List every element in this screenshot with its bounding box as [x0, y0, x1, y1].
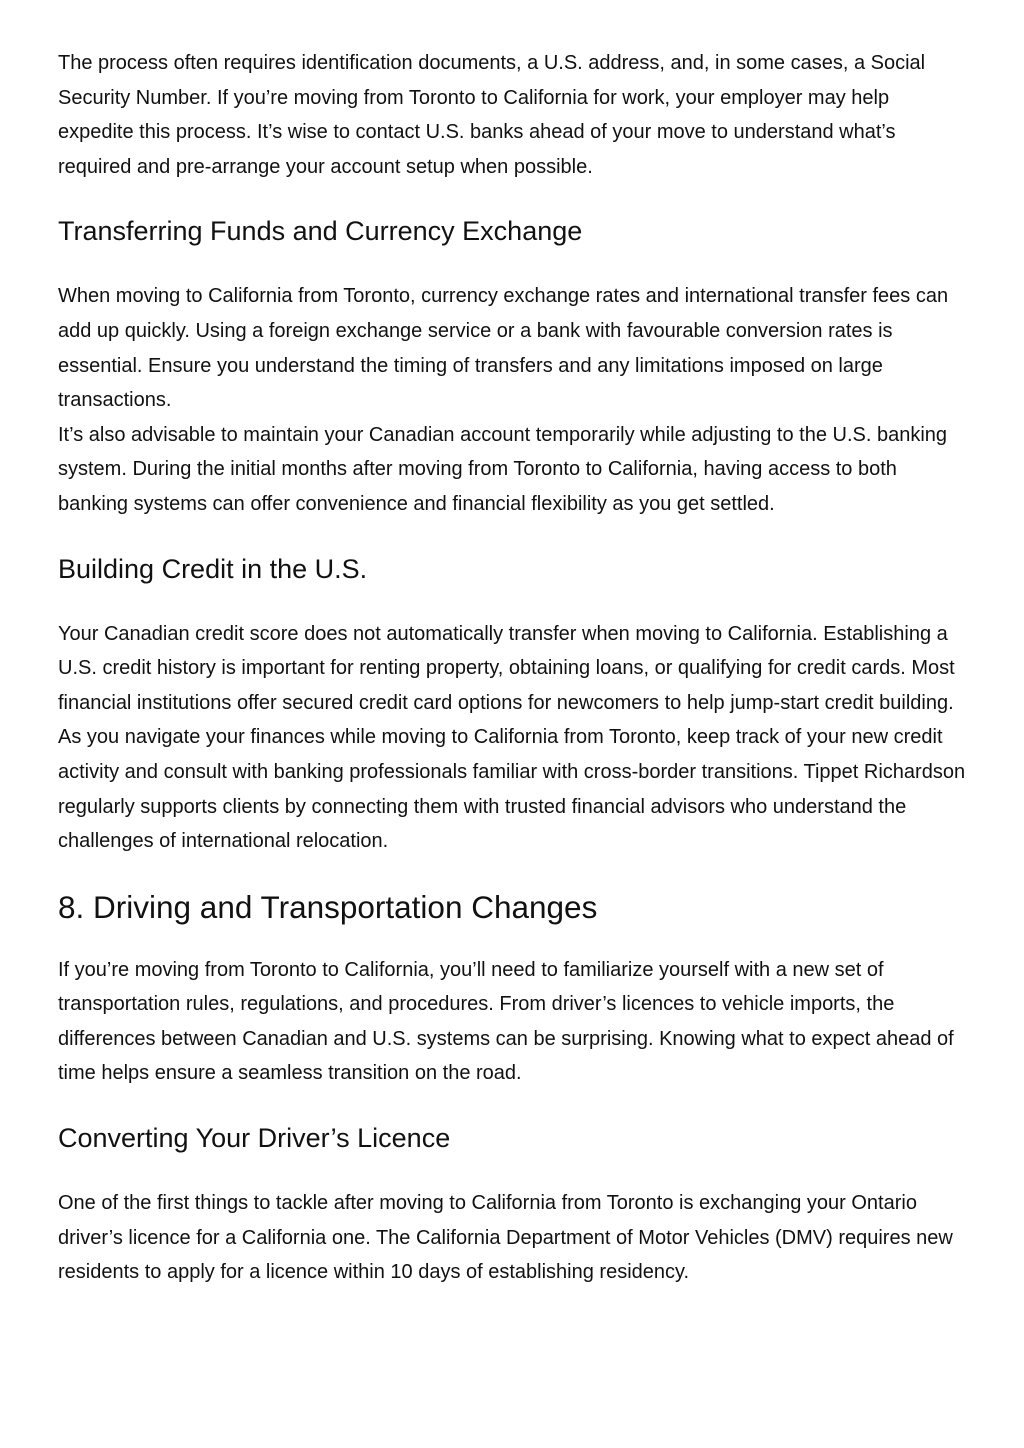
credit-paragraph-2: As you navigate your finances while moving to California from Toronto, keep track of your new credit activity and consult with banking professionals familiar with cross-border transitions. Tippet Richardson regularly supports clients by connecting them with trusted financial advisors who understand the challenges of international relocation.	[58, 726, 966, 853]
section-heading-transferring-funds: Transferring Funds and Currency Exchange	[58, 216, 583, 247]
transfer-paragraph-1: When moving to California from Toronto, currency exchange rates and international transfer fees can add up quickly. Using a foreign exchange service or a bank with favourable conversion rates is essential. Ensure you understand the timing of transfers and any limitations imposed on large transactions.	[58, 285, 949, 412]
document-page	[58, 46, 970, 1290]
intro-paragraph: The process often requires identification documents, a U.S. address, and, in some cases, a Social Security Number. If you’re moving from Toronto to California for work, your employer may help expedite this process. It’s wise to contact U.S. banks ahead of your move to understand what’s required and pre-arrange your account setup when possible.	[58, 52, 926, 178]
section-heading-building-credit: Building Credit in the U.S.	[58, 553, 368, 584]
driving-paragraph: If you’re moving from Toronto to California, you’ll need to familiarize yourself with a new set of transportation rules, regulations, and procedures. From driver’s licences to vehicle imports, the differences between Canadian and U.S. systems can be surprising. Knowing what to expect ahead of time helps ensure a seamless transition on the road.	[58, 958, 954, 1085]
transfer-paragraph-2: It’s also advisable to maintain your Canadian account temporarily while adjusting to the U.S. banking system. During the initial months after moving from Toronto to California, having access to both banking systems can offer convenience and financial flexibility as you get settled.	[58, 423, 948, 515]
section-heading-converting-licence: Converting Your Driver’s Licence	[58, 1123, 451, 1154]
credit-paragraph-1: Your Canadian credit score does not automatically transfer when moving to California. Establishing a U.S. credit history is important for renting property, obtaining loans, or qualifying for credit cards. Most financial institutions offer secured credit card options for newcomers to help jump-start credit building.	[58, 622, 955, 714]
section-heading-driving-transportation: 8. Driving and Transportation Changes	[58, 888, 598, 925]
licence-paragraph: One of the first things to tackle after moving to California from Toronto is exchanging your Ontario driver’s licence for a California one. The California Department of Motor Vehicles (DMV) requires new residents to apply for a licence within 10 days of establishing residency.	[58, 1192, 953, 1284]
